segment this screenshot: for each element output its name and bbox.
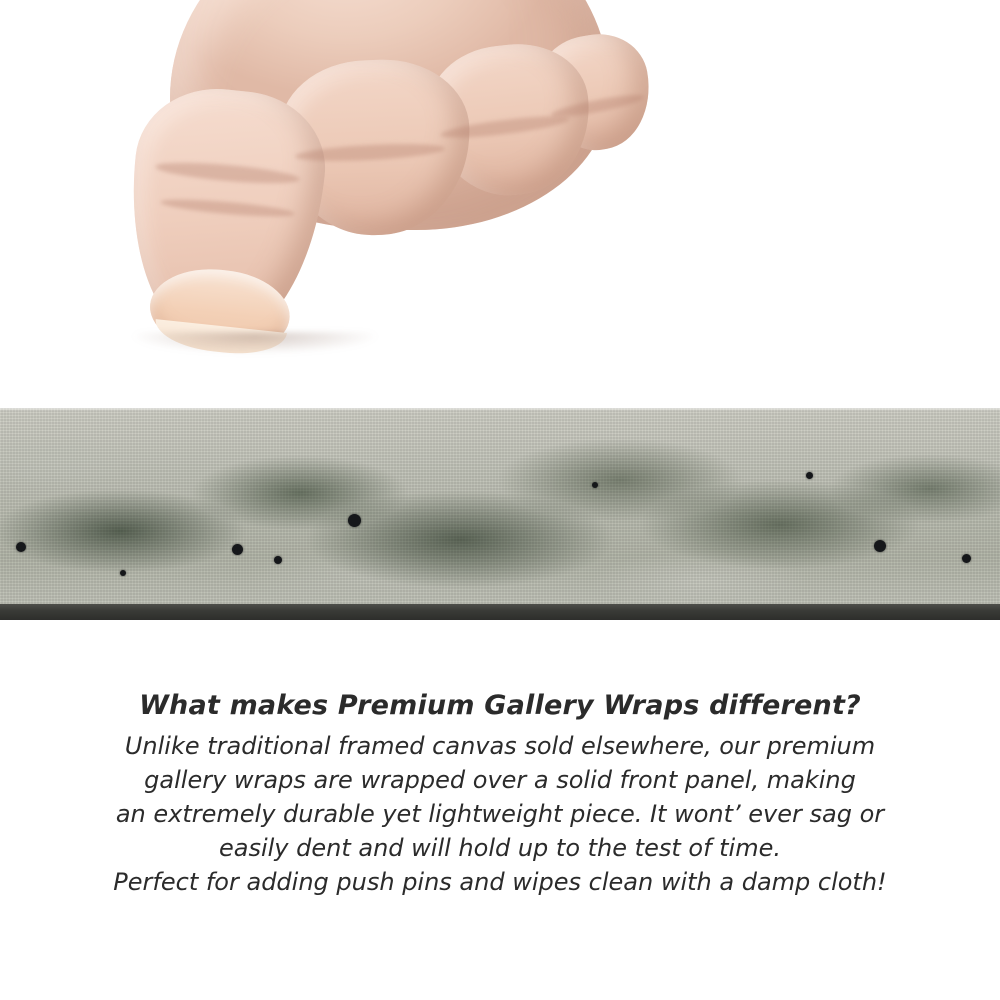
caption-block: [0, 690, 1000, 899]
print-speck: [874, 540, 886, 552]
print-speck: [348, 514, 361, 527]
caption-heading: What makes Premium Gallery Wraps different?: [139, 690, 861, 721]
caption-line: easily dent and will hold up to the test of time.: [218, 834, 781, 863]
caption-line: Unlike traditional framed canvas sold elsewhere, our premium: [124, 732, 876, 760]
hand-illustration: [110, 0, 590, 410]
print-speck: [232, 544, 243, 555]
canvas-weave-texture: [0, 408, 1000, 620]
print-speck: [806, 472, 813, 479]
canvas-edge-strip: [0, 408, 1000, 620]
caption-body: [0, 729, 1000, 899]
print-speck: [274, 556, 282, 564]
hand-photo-region: [0, 0, 1000, 420]
print-speck: [16, 542, 26, 552]
print-speck: [592, 482, 598, 488]
canvas-bottom-edge: [0, 604, 1000, 620]
print-speck: [962, 554, 971, 563]
caption-line: gallery wraps are wrapped over a solid front panel, making: [144, 766, 856, 795]
canvas-top-highlight: [0, 408, 1000, 411]
caption-line: an extremely durable yet lightweight piece. It wont’ ever sag or: [115, 800, 885, 829]
print-speck: [120, 570, 126, 576]
caption-line: Perfect for adding push pins and wipes clean with a damp cloth!: [113, 868, 887, 897]
contact-shadow: [130, 332, 380, 354]
